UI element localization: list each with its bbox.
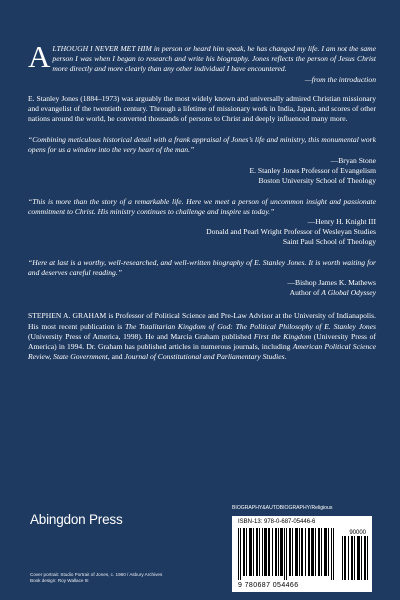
barcode-panel — [232, 516, 372, 592]
endorser-title-1: E. Stanley Jones Professor of Evangelism — [249, 165, 376, 175]
barcode-digits: 9 780687 054466 — [238, 582, 299, 589]
endorser-institution-2: Saint Paul School of Theology — [282, 237, 376, 247]
author-bio — [28, 311, 376, 362]
endorser-name-1: —Bryan Stone — [330, 155, 376, 165]
intro-excerpt — [28, 39, 376, 75]
endorser-title-2: Donald and Pearl Wright Professor of Wesleyan Studies — [206, 227, 376, 237]
intro-text: LTHOUGH I NEVER MET HIM in person or heard him speak, he has changed my life. I am not the same person I was when I began to research and write his biography. Jones reflects the person of Jesus Christ more directly and more clearly than any other individual I have encountered. — [52, 44, 376, 74]
endorser-institution-1: Boston University School of Theology — [258, 175, 376, 185]
summary-paragraph: E. Stanley Jones (1884–1973) was arguably the most widely known and universally admired Christian missionary and evangelist of the twentieth century. Through a lifetime of missionary work in India, Japan, and scores of other nations around the world, he converted thousands of persons to Christ and deeply influenced many more. — [28, 93, 376, 124]
bio-journal-titles: American Political Science Review, State Government, — [28, 342, 376, 362]
bio-text-2: (University Press of America, 1998). He and Marcia Graham published — [28, 331, 254, 341]
cover-credits — [30, 572, 162, 585]
bio-text-1: STEPHEN A. GRAHAM is Professor of Political Science and Pre-Law Advisor at the University of Indianapolis. His most recent publication is — [28, 311, 376, 331]
drop-cap: A — [28, 39, 51, 74]
endorsement-quote-3: “Here at last is a worthy, well-researched, and well-written biography of E. Stanley Jones. It is worth waiting for and deserves careful reading.” — [28, 258, 376, 278]
endorsement-quote-1: “Combining meticulous historical detail with a frank appraisal of Jones’s life and ministry, this monumental work opens for us a window into the very heart of the man.” — [28, 135, 376, 155]
credit-design: Book design: Roy Wallace III — [30, 578, 89, 584]
bio-text-3: (University Press of America) in 1994. Dr. Graham has published articles in numerous journals, including — [28, 331, 376, 352]
endorser-title-3 — [28, 288, 376, 298]
endorser-name-2: —Henry H. Knight III — [307, 217, 376, 227]
endorser-book-title-3: A Global Odyssey — [321, 288, 376, 298]
endorser-title-prefix-3: Author of — [289, 288, 322, 298]
bio-text-4: and — [109, 352, 125, 362]
bio-book-title-1: The Totalitarian Kingdom of God: The Political Philosophy of E. Stanley Jones — [124, 321, 376, 331]
endorsement-quote-2: “This is more than the story of a remarkable life. Here we meet a person of uncommon insight and passionate commitment to Christ. His ministry continues to challenge and inspire us today.” — [28, 196, 376, 216]
credit-portrait: Cover portrait: Studio Portrait of Jones, c. 1960 / Asbury Archives — [30, 572, 163, 577]
publisher-logo: Abingdon Press — [30, 512, 123, 527]
endorser-name-3: —Bishop James K. Mathews — [287, 278, 376, 288]
price-barcode-icon — [342, 536, 368, 580]
barcode-icon — [238, 528, 336, 580]
cover-text — [28, 39, 376, 362]
category-label: BIOGRAPHY&AUTOBIOGRAPHY/Religious — [232, 505, 333, 511]
intro-attribution: —from the introduction — [304, 74, 376, 84]
bio-book-title-2: First the Kingdom — [253, 331, 312, 341]
bio-text-5: . — [284, 352, 287, 362]
price-code: 90000 — [349, 530, 366, 536]
isbn-label: ISBN-13: 978-0-687-05446-6 — [238, 519, 316, 525]
bio-journal-title-last: Journal of Constitutional and Parliamentary Studies — [124, 352, 285, 362]
